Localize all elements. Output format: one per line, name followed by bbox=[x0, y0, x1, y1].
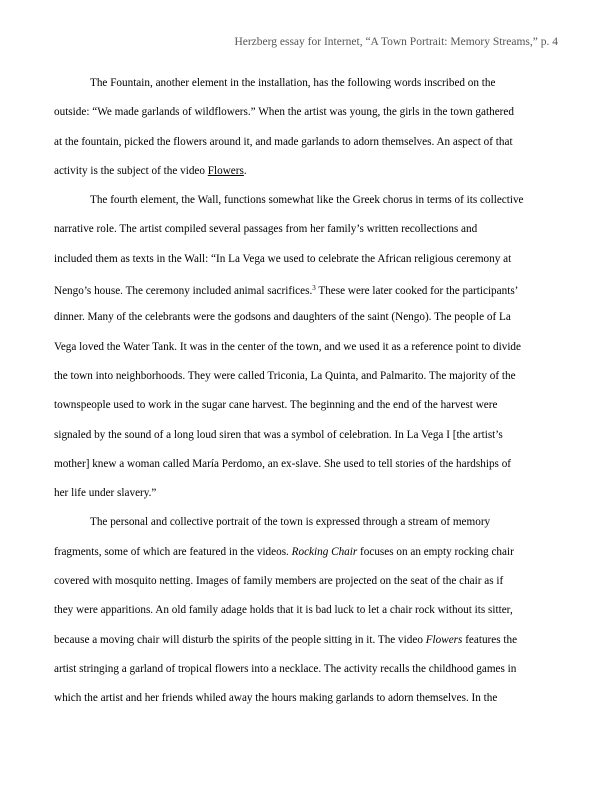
text-line bbox=[54, 98, 558, 127]
text-line bbox=[54, 333, 558, 362]
underlined-title: Flowers bbox=[207, 164, 244, 177]
text-line bbox=[54, 655, 558, 684]
text-line bbox=[54, 186, 558, 215]
text-line bbox=[54, 274, 558, 303]
text-line bbox=[54, 450, 558, 479]
text-line bbox=[54, 391, 558, 420]
text-line bbox=[54, 157, 558, 186]
text-line bbox=[54, 684, 558, 713]
text-line bbox=[54, 362, 558, 391]
running-header: Herzberg essay for Internet, “A Town Portrait: Memory Streams,” p. 4 bbox=[234, 36, 558, 48]
text-line bbox=[54, 596, 558, 625]
text-line bbox=[54, 508, 558, 537]
text-segment: Nengo’s house. The ceremony included animal sacrifices. bbox=[54, 285, 313, 298]
text-line bbox=[54, 421, 558, 450]
italic-title: Flowers bbox=[425, 633, 463, 646]
text-line bbox=[54, 215, 558, 244]
italic-title: Rocking Chair bbox=[291, 545, 358, 558]
text-segment: narrative role. The artist compiled several passages from her family’s written recollections and bbox=[54, 223, 478, 236]
text-line bbox=[54, 69, 558, 98]
text-line bbox=[54, 303, 558, 332]
text-segment: signaled by the sound of a long loud siren that was a symbol of celebration. In La Vega I [the artist’s bbox=[54, 428, 503, 441]
text-segment: at the fountain, picked the flowers around it, and made garlands to adorn themselves. An aspect of that bbox=[54, 135, 513, 148]
text-segment: townspeople used to work in the sugar cane harvest. The beginning and the end of the harvest were bbox=[54, 399, 498, 412]
text-segment: artist stringing a garland of tropical flowers into a necklace. The activity recalls the childhood games in bbox=[54, 662, 517, 675]
text-line bbox=[54, 479, 558, 508]
text-segment: which the artist and her friends whiled away the hours making garlands to adorn themselves. In the bbox=[54, 692, 498, 705]
text-segment: These were later cooked for the participants’ bbox=[315, 285, 519, 298]
text-segment: focuses on an empty rocking chair bbox=[357, 545, 514, 558]
text-segment: Vega loved the Water Tank. It was in the center of the town, and we used it as a reference point to divide bbox=[54, 340, 521, 353]
text-segment: the town into neighborhoods. They were called Triconia, La Quinta, and Palmarito. The majority of the bbox=[54, 369, 516, 382]
text-segment: The personal and collective portrait of the town is expressed through a stream of memory bbox=[90, 516, 491, 529]
text-segment: . bbox=[243, 164, 247, 177]
essay-body bbox=[54, 69, 558, 714]
text-line bbox=[54, 626, 558, 655]
text-segment: The fourth element, the Wall, functions somewhat like the Greek chorus in terms of its collective bbox=[90, 194, 524, 207]
text-line bbox=[54, 128, 558, 157]
text-line bbox=[54, 245, 558, 274]
text-line bbox=[54, 538, 558, 567]
footnote-marker: 3 bbox=[312, 284, 316, 293]
text-line bbox=[54, 567, 558, 596]
text-segment: because a moving chair will disturb the spirits of the people sitting in it. The video bbox=[54, 633, 426, 646]
text-segment: activity is the subject of the video bbox=[54, 164, 208, 177]
text-segment: dinner. Many of the celebrants were the godsons and daughters of the saint (Nengo). The people of La bbox=[54, 311, 511, 324]
text-segment: outside: “We made garlands of wildflowers.” When the artist was young, the girls in the town gathered bbox=[54, 106, 514, 119]
text-segment: The Fountain, another element in the installation, has the following words inscribed on the bbox=[90, 77, 496, 89]
text-segment: included them as texts in the Wall: “In La Vega we used to celebrate the African religious ceremony at bbox=[54, 252, 512, 265]
text-segment: fragments, some of which are featured in the videos. bbox=[54, 545, 292, 558]
text-segment: mother] knew a woman called María Perdomo, an ex-slave. She used to tell stories of the hardships of bbox=[54, 457, 512, 470]
text-segment: features the bbox=[462, 633, 518, 646]
text-segment: her life under slavery.” bbox=[54, 487, 157, 500]
text-segment: covered with mosquito netting. Images of family members are projected on the seat of the chair as if bbox=[54, 575, 504, 588]
text-segment: they were apparitions. An old family adage holds that it is bad luck to let a chair rock without its sitter, bbox=[54, 604, 513, 617]
